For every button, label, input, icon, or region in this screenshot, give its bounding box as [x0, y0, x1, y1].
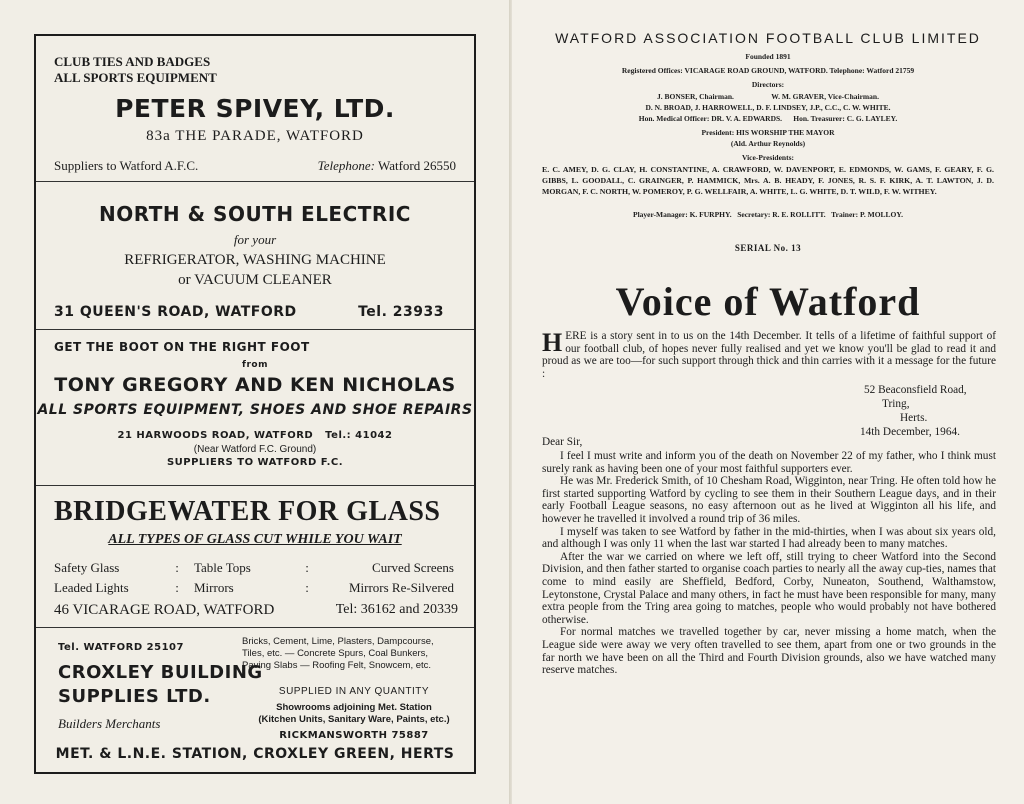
ad-bridgewater	[36, 486, 474, 628]
cx-builders: Builders Merchants	[58, 716, 161, 731]
nse-line-1: REFRIGERATOR, WASHING MACHINE	[124, 252, 386, 268]
tg-address: 21 HARWOODS ROAD, WATFORD	[117, 430, 314, 441]
article-headline: Voice of Watford	[615, 279, 921, 324]
cx-station: MET. & L.N.E. STATION, CROXLEY GREEN, HERTS	[55, 746, 455, 762]
letter-para-1: I feel I must write and inform you of the death on November 22 of my father, who I think must surely rank as having been one of your most faithful supporters ever.	[542, 450, 996, 475]
bw-sep: :	[305, 580, 309, 595]
tg-headline: GET THE BOOT ON THE RIGHT FOOT	[54, 340, 310, 354]
letter-body	[542, 450, 996, 677]
nse-for: for your	[233, 232, 277, 247]
spivey-tag-2: ALL SPORTS EQUIPMENT	[54, 70, 217, 85]
letter-para-2: He was Mr. Frederick Smith, of 10 Chesham Road, Wigginton, near Tring. He often told how he first started supporting Watford by cycling to see them in their Southern League days, and in their early Football League seasons, no easy afternoon out as he lived at Wigginton all his life, and however he travelled it involved a round trip of 36 miles.	[542, 475, 996, 525]
spivey-name: PETER SPIVEY, LTD.	[115, 94, 395, 123]
right-page	[512, 0, 1024, 804]
spivey-tel-label: Telephone:	[317, 158, 375, 173]
letter-para-4: After the war we carried on where we left off, still trying to cheer Watford into the Second Division, and then father started to organise coach parties to nearly all the away cup-ties, names that come to mind easily are Sheffield, Bedford, Corby, Nuneaton, Southend, Walthamstow, Leytonstone, Crystal Palace and many others, in fact he must have been responsible for many, many extra people from the Tring area going to matches, people who would probably not have bothered otherwise.	[542, 550, 996, 626]
cx-supplied: SUPPLIED IN ANY QUANTITY	[278, 686, 430, 697]
bw-subtitle: ALL TYPES OF GLASS CUT WHILE YOU WAIT	[108, 532, 402, 547]
cx-tel: Tel. WATFORD 25107	[58, 642, 184, 653]
club-vice-presidents: E. C. AMEY, D. G. CLAY, H. CONSTANTINE, A. CRAWFORD, W. DAVENPORT, E. EDMONDS, W. GAMS, F. GEARY, F. G. GIBBS, L. GOODALL, C. GRAINGER, P. HAMMICK, Mrs. A. B. HEADY, F. JONES, R. S. F. KIRK, A. T. LAWTON, J. D. MORGAN, F. C. NORTH, W. POMEROY, P. G. WELLFAIR, A. WHITE, L. G. WHITE, D. T. WILD, F. W. WITHEY.	[542, 165, 994, 196]
cx-list-2: Tiles, etc. — Concrete Spurs, Coal Bunkers,	[242, 648, 429, 659]
club-president: President: HIS WORSHIP THE MAYOR	[701, 128, 835, 137]
spivey-tel-number: Watford 26550	[377, 158, 456, 173]
tg-from: from	[242, 360, 268, 370]
cx-list-1: Bricks, Cement, Lime, Plasters, Dampcourse,	[242, 636, 434, 647]
nse-tel: Tel. 23933	[358, 304, 444, 320]
cx-name-1: CROXLEY BUILDING	[58, 662, 263, 683]
bw-row-1	[54, 560, 454, 576]
club-president-name: (Ald. Arthur Reynolds)	[730, 139, 806, 148]
tg-address-line	[36, 430, 474, 441]
bw-row-2	[54, 580, 454, 596]
cx-name-2: SUPPLIES LTD.	[58, 686, 211, 707]
club-title: WATFORD ASSOCIATION FOOTBALL CLUB LIMITED	[555, 30, 981, 46]
tg-name: TONY GREGORY AND KEN NICHOLAS	[54, 374, 456, 396]
cx-show-1: Showrooms adjoining Met. Station	[276, 702, 432, 713]
cx-list-3: Paving Slabs — Roofing Felt, Snowcem, etc.	[242, 660, 432, 671]
letter-salutation: Dear Sir,	[542, 436, 583, 448]
letter-addr-1: 52 Beaconsfield Road,	[864, 384, 967, 396]
club-offices: Registered Offices: VICARAGE ROAD GROUND, WATFORD. Telephone: Watford 21759	[621, 66, 915, 75]
ad-croxley	[36, 628, 474, 772]
intro-text: ERE is a story sent in to us on the 14th December. It tells of a lifetime of faithful support of our football club, of hopes never fully realised and yet we know you'll be glad to read it and proud as we are too—for such support through thick and thin carries with it a message for the future :	[542, 330, 996, 380]
spivey-tagline	[54, 54, 217, 86]
club-founded: Founded 1891	[745, 52, 791, 61]
bw-item: Curved Screens	[372, 560, 454, 575]
cx-rickmansworth: RICKMANSWORTH 75887	[279, 730, 429, 741]
bw-item: Safety Glass	[54, 560, 120, 575]
cx-showrooms	[242, 702, 466, 726]
bw-sep: :	[305, 560, 309, 575]
letter-para-3: I myself was taken to see Watford by father in the mid-thirties, when I was about six years old, and although I was only 11 when the last war started I had already been to many matches.	[542, 525, 996, 551]
club-vp-label: Vice-Presidents:	[741, 153, 795, 162]
bw-item: Mirrors Re-Silvered	[348, 580, 454, 595]
spivey-telephone	[318, 158, 456, 174]
nse-name: NORTH & SOUTH ELECTRIC	[99, 202, 411, 226]
bw-item: Mirrors	[194, 580, 234, 595]
spivey-address: 83a THE PARADE, WATFORD	[146, 128, 364, 144]
bw-address: 46 VICARAGE ROAD, WATFORD	[54, 602, 275, 618]
serial-number: SERIAL No. 13	[734, 243, 802, 253]
bw-item: Table Tops	[194, 560, 251, 575]
letter-addr-3: Herts.	[900, 412, 928, 424]
nse-address: 31 QUEEN'S ROAD, WATFORD	[54, 304, 297, 320]
tg-suppliers: SUPPLIERS TO WATFORD F.C.	[166, 457, 344, 468]
letter-date: 14th December, 1964.	[860, 426, 960, 438]
bw-name: BRIDGEWATER FOR GLASS	[54, 496, 441, 527]
bw-sep: :	[175, 560, 179, 575]
spivey-suppliers: Suppliers to Watford A.F.C.	[54, 158, 199, 173]
ad-north-south-electric	[36, 182, 474, 330]
drop-cap: H	[542, 328, 563, 357]
tg-tel: Tel.: 41042	[325, 430, 393, 441]
bw-tel: Tel: 36162 and 20339	[335, 602, 458, 617]
club-directors-1: J. BONSER, Chairman. W. M. GRAVER, Vice-Chairman.	[657, 92, 879, 101]
spivey-tag-1: CLUB TIES AND BADGES	[54, 54, 211, 69]
club-directors-3: Hon. Medical Officer: DR. V. A. EDWARDS. Hon. Treasurer: C. G. LAYLEY.	[638, 114, 898, 123]
club-directors-label: Directors:	[751, 80, 785, 89]
cx-product-list	[242, 636, 466, 672]
cx-show-2: (Kitchen Units, Sanitary Ware, Paints, etc.)	[258, 714, 450, 725]
bw-item: Leaded Lights	[54, 580, 129, 595]
bw-sep: :	[175, 580, 179, 595]
tg-near: (Near Watford F.C. Ground)	[193, 444, 317, 455]
club-staff: Player-Manager: K. FURPHY. Secretary: R. E. ROLLITT. Trainer: P. MOLLOY.	[633, 210, 903, 219]
letter-para-5: For normal matches we travelled together by car, never missing a home match, when the League side were away we very often travelled to see them, apart from one or two grounds in the far north we have been on all the Third and Fourth Division grounds, also we have watched many reserve matches.	[542, 626, 996, 677]
article-intro	[542, 330, 996, 380]
ad-peter-spivey	[36, 36, 474, 182]
nse-line-2: or VACUUM CLEANER	[178, 272, 332, 288]
adverts-frame	[34, 34, 476, 774]
ad-tony-gregory	[36, 330, 474, 486]
club-directors-2: D. N. BROAD, J. HARROWELL, D. F. LINDSEY, J.P., C.C., C. W. WHITE.	[645, 103, 891, 112]
letter-addr-2: Tring,	[882, 398, 910, 410]
tg-equipment: ALL SPORTS EQUIPMENT, SHOES AND SHOE REPAIRS	[37, 402, 473, 418]
